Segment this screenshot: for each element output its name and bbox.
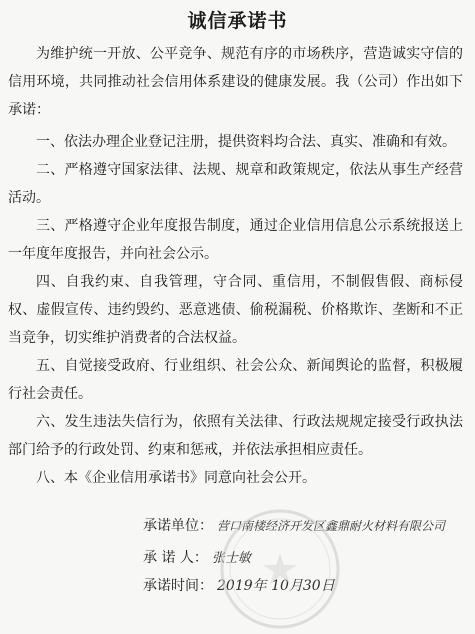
person-label: 承 诺 人： — [143, 550, 208, 566]
commitment-item-1: 一、依法办理企业登记注册，提供资料均合法、真实、准确和有效。 — [36, 134, 456, 150]
signature-person-line — [143, 546, 251, 571]
date-handwritten: 2019年 10月30日 — [217, 578, 335, 594]
date-label: 承诺时间： — [143, 578, 213, 594]
person-handwritten: 张士敏 — [211, 551, 251, 566]
commitment-item-2: 二、严格遵守国家法律、法规、规章和政策规定，依法从事生产经营活动。 — [8, 162, 463, 206]
commitment-item-3: 三、严格遵守企业年度报告制度，通过企业信用信息公示系统报送上一年度年度报告，并向社会公示。 — [8, 218, 463, 262]
unit-label: 承诺单位： — [143, 518, 213, 534]
commitment-item-6: 六、发生违法失信行为，依照有关法律、行政法规规定接受行政执法部门给予的行政处罚、约束和惩戒，并依法承担相应责任。 — [8, 414, 463, 458]
page-title: 诚信承诺书 — [187, 10, 288, 32]
intro-paragraph: 为维护统一开放、公平竞争、规范有序的市场秩序，营造诚实守信的信用环境，共同推动社会信用体系建设的健康发展。我（公司）作出如下承诺： — [8, 46, 463, 118]
commitment-item-5: 五、自觉接受政府、行业组织、社会公众、新闻舆论的监督，积极履行社会责任。 — [8, 358, 463, 402]
unit-handwritten: 营口南楼经济开发区鑫鼎耐火材料有限公司 — [217, 519, 446, 533]
signature-date-line — [143, 574, 335, 598]
commitment-item-4: 四、自我约束、自我管理，守合同、重信用，不制假售假、商标侵权、虚假宣传、违约毁约、恶意逃债、偷税漏税、价格欺诈、垄断和不正当竞争，切实维护消费者的合法权益。 — [8, 274, 463, 346]
signature-unit-line — [143, 514, 445, 538]
commitment-item-8: 八、本《企业信用承诺书》同意向社会公开。 — [36, 470, 316, 486]
